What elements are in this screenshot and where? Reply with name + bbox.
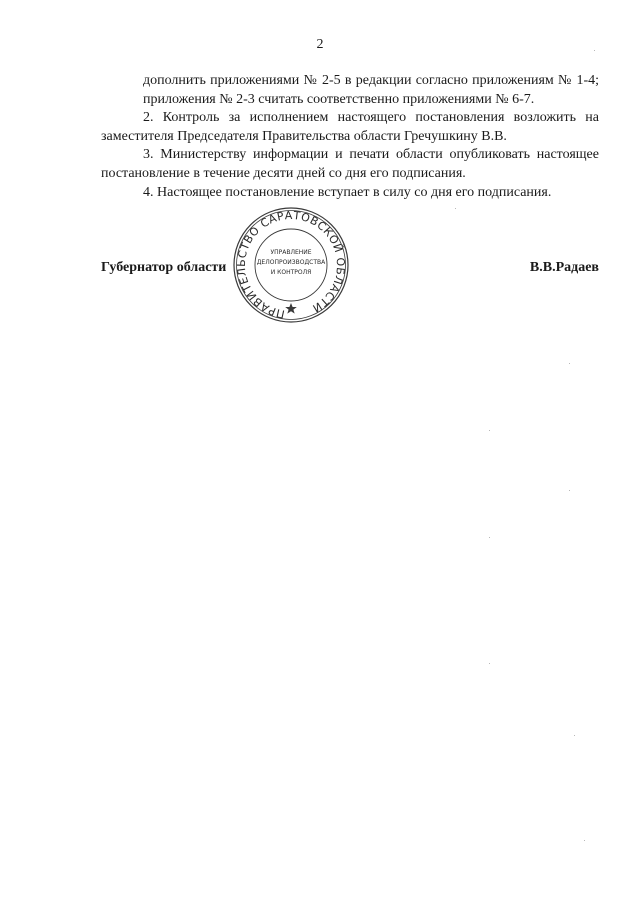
page-number: 2 xyxy=(316,37,324,52)
seal-inner-line-2: ДЕЛОПРОИЗВОДСТВА xyxy=(256,259,326,266)
signature-block xyxy=(101,260,599,280)
paragraph-4: 4. Настоящее постановление вступает в силу со дня его подписания. xyxy=(143,184,552,200)
paragraph-3: 3. Министерству информации и печати области опубликовать настоящее постановление в течение десяти дней со дня его подписания. xyxy=(101,147,599,181)
scan-speck xyxy=(569,490,570,491)
scan-speck xyxy=(569,363,570,364)
paragraph-1-cont: дополнить приложениями № 2-5 в редакции согласно приложениям № 1-4; xyxy=(143,73,599,88)
scan-speck xyxy=(489,537,490,538)
paragraph-1-cont-2: приложения № 2-3 считать соответственно приложениями № 6-7. xyxy=(143,91,535,107)
signatory-title: Губернатор области xyxy=(101,260,227,275)
scan-speck xyxy=(584,840,585,841)
seal-outer-text: ПРАВИТЕЛЬСТВО САРАТОВСКОЙ ОБЛАСТИ xyxy=(234,208,348,321)
seal-inner-line-3: И КОНТРОЛЯ xyxy=(270,269,312,276)
seal-star-icon xyxy=(285,303,297,314)
signatory-name: В.В.Радаев xyxy=(529,260,599,275)
seal-graphic xyxy=(232,206,350,324)
seal-inner-line-1: УПРАВЛЕНИЕ xyxy=(270,249,312,256)
paragraph-2: 2. Контроль за исполнением настоящего постановления возложить на заместителя Председателя Правительства области Гречушкину В.В. xyxy=(101,110,599,144)
scan-speck xyxy=(489,430,490,431)
scan-speck xyxy=(594,50,595,51)
document-body xyxy=(101,72,599,202)
official-seal xyxy=(232,206,350,324)
scan-speck xyxy=(574,735,575,736)
scan-speck xyxy=(455,208,456,209)
scan-speck xyxy=(489,663,490,664)
